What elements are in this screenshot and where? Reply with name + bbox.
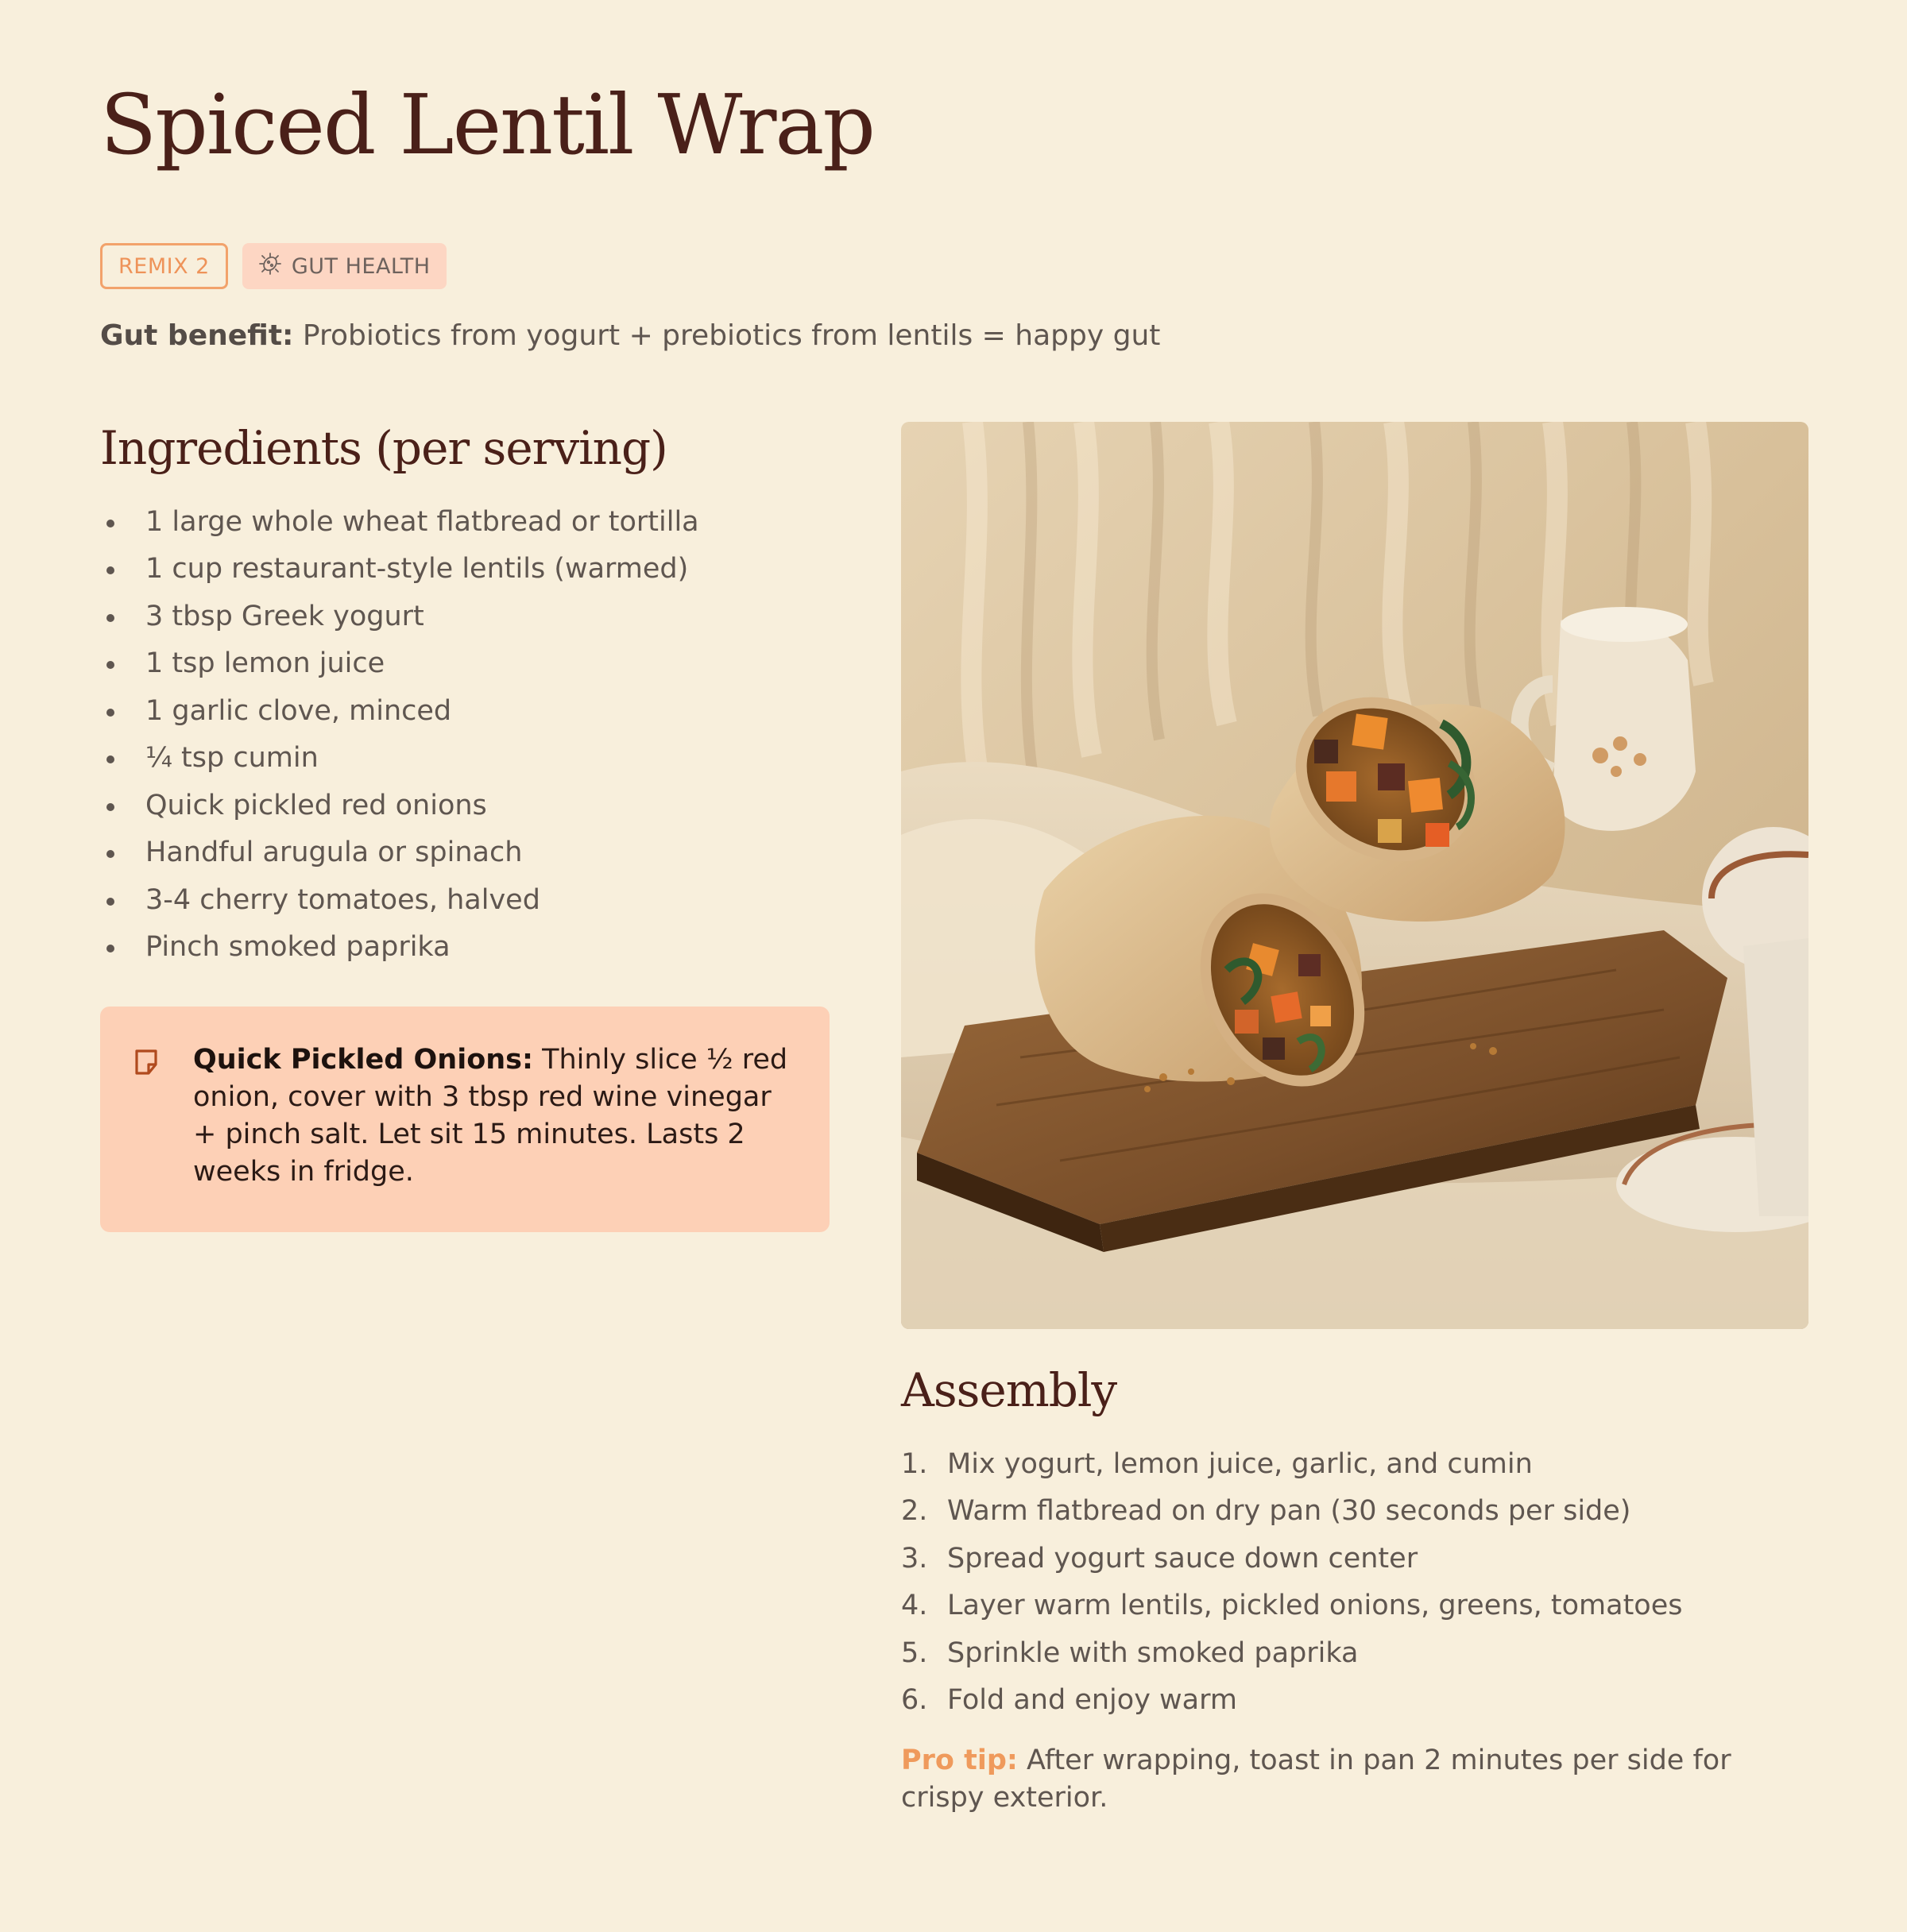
bullet-icon xyxy=(106,614,114,622)
ingredient-item xyxy=(100,924,830,972)
assembly-steps xyxy=(901,1441,1808,1725)
microbe-icon xyxy=(258,252,282,281)
pickled-onions-callout xyxy=(100,1007,830,1232)
ingredient-text: 3 tbsp Greek yogurt xyxy=(145,600,424,632)
step-number: 3. xyxy=(901,1542,928,1575)
ingredient-item xyxy=(100,546,830,593)
assembly-step xyxy=(901,1441,1808,1489)
bullet-icon xyxy=(106,850,114,858)
gut-benefit-line xyxy=(100,319,1160,352)
ingredient-item xyxy=(100,499,830,547)
assembly-step xyxy=(901,1488,1808,1536)
assembly-heading: Assembly xyxy=(901,1363,1117,1417)
ingredients-list xyxy=(100,499,830,972)
wrap-photo xyxy=(901,422,1808,1329)
bullet-icon xyxy=(106,520,114,527)
ingredient-text: 1 garlic clove, minced xyxy=(145,694,452,727)
pro-tip-text: After wrapping, toast in pan 2 minutes per side for crispy exterior. xyxy=(901,1744,1731,1814)
bullet-icon xyxy=(106,803,114,811)
ingredient-text: 3-4 cherry tomatoes, halved xyxy=(145,883,540,916)
ingredient-item xyxy=(100,593,830,641)
ingredient-text: 1 large whole wheat flatbread or tortilla xyxy=(145,505,699,538)
ingredients-section xyxy=(100,421,830,1188)
step-number: 2. xyxy=(901,1495,928,1528)
step-text: Mix yogurt, lemon juice, garlic, and cumin xyxy=(947,1447,1533,1480)
bullet-icon xyxy=(106,945,114,952)
tag-row xyxy=(100,243,447,289)
callout-text xyxy=(193,1041,790,1191)
ingredient-text: Pinch smoked paprika xyxy=(145,931,451,964)
step-number: 6. xyxy=(901,1684,928,1717)
step-text: Sprinkle with smoked paprika xyxy=(947,1636,1359,1669)
ingredient-text: Quick pickled red onions xyxy=(145,789,487,821)
bullet-icon xyxy=(106,661,114,669)
recipe-page xyxy=(100,0,1808,1932)
bullet-icon xyxy=(106,709,114,717)
step-text: Fold and enjoy warm xyxy=(947,1684,1237,1717)
bullet-icon xyxy=(106,566,114,574)
bullet-icon xyxy=(106,755,114,763)
ingredient-text: 1 cup restaurant-style lentils (warmed) xyxy=(145,553,689,585)
ingredient-text: 1 tsp lemon juice xyxy=(145,647,385,680)
gut-benefit-label: Gut benefit: xyxy=(100,319,294,352)
ingredient-item xyxy=(100,877,830,925)
pro-tip xyxy=(901,1742,1808,1817)
step-number: 1. xyxy=(901,1447,928,1480)
ingredient-item xyxy=(100,782,830,830)
wrap-photo-illustration xyxy=(901,422,1808,1329)
recipe-title: Spiced Lentil Wrap xyxy=(100,76,874,173)
ingredient-text: ¼ tsp cumin xyxy=(145,742,319,775)
ingredient-item xyxy=(100,829,830,877)
gut-health-badge[interactable] xyxy=(242,243,447,289)
step-text: Spread yogurt sauce down center xyxy=(947,1542,1418,1575)
step-text: Warm flatbread on dry pan (30 seconds per side) xyxy=(947,1495,1631,1528)
assembly-step xyxy=(901,1630,1808,1678)
ingredient-item xyxy=(100,688,830,736)
assembly-step xyxy=(901,1582,1808,1630)
pro-tip-label: Pro tip: xyxy=(901,1744,1018,1776)
ingredients-heading: Ingredients (per serving) xyxy=(100,421,667,475)
step-number: 5. xyxy=(901,1636,928,1669)
assembly-step xyxy=(901,1536,1808,1583)
step-number: 4. xyxy=(901,1590,928,1622)
assembly-section xyxy=(901,1363,1808,1817)
step-text: Layer warm lentils, pickled onions, greens, tomatoes xyxy=(947,1590,1683,1622)
remix-badge-label: REMIX 2 xyxy=(118,253,210,279)
remix-badge[interactable] xyxy=(100,243,228,289)
gut-benefit-text: Probiotics from yogurt + prebiotics from lentils = happy gut xyxy=(293,319,1161,352)
ingredient-item xyxy=(100,640,830,688)
ingredient-text: Handful arugula or spinach xyxy=(145,837,523,869)
callout-body: Thinly slice ½ red onion, cover with 3 tbsp red wine vinegar + pinch salt. Let sit 15 minutes. Lasts 2 weeks in fridge. xyxy=(193,1044,788,1188)
note-icon xyxy=(132,1048,161,1076)
assembly-step xyxy=(901,1677,1808,1725)
ingredient-item xyxy=(100,735,830,782)
gut-health-badge-label: GUT HEALTH xyxy=(291,253,431,279)
bullet-icon xyxy=(106,898,114,906)
callout-label: Quick Pickled Onions: xyxy=(193,1044,533,1076)
